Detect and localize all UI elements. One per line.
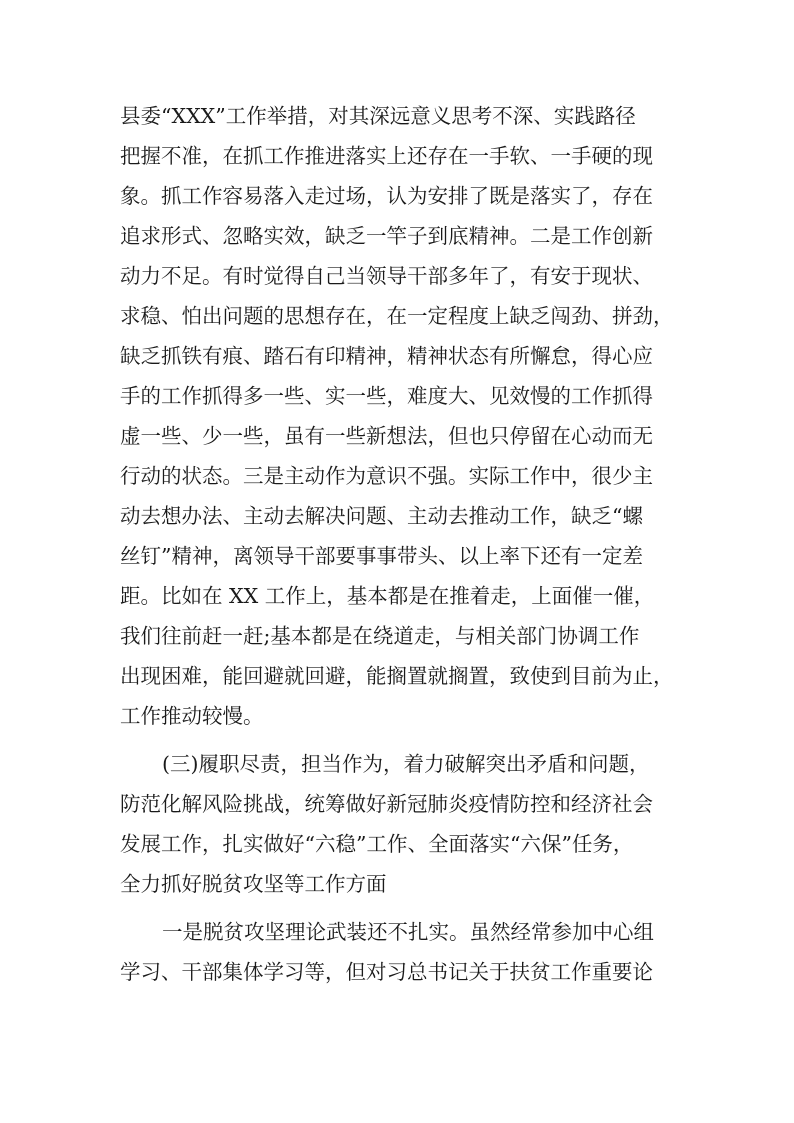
paragraph-spacer [120,736,680,744]
heading-line: 发展工作，扎实做好“六稳”工作、全面落实“六保”任务， [120,832,634,856]
text-line: 丝钉”精神，离领导干部要事事带头、以上率下还有一定差 [120,544,643,568]
text-line: 工作推动较慢。 [120,704,264,728]
paragraph-spacer [120,904,680,912]
text-line: 我们往前赶一赶;基本都是在绕道走，与相关部门协调工作 [120,624,640,648]
text-line: 学习、干部集体学习等，但对习总书记关于扶贫工作重要论 [120,960,653,984]
text-line: 把握不准，在抓工作推进落实上还存在一手软、一手硬的现 [120,144,653,168]
paragraph-continued-self-review [120,96,680,736]
text-line: 行动的状态。三是主动作为意识不强。实际工作中，很少主 [120,464,653,488]
heading-line: 全力抓好脱贫攻坚等工作方面 [120,872,387,896]
text-line: 虚一些、少一些，虽有一些新想法，但也只停留在心动而无 [120,424,653,448]
text-line: 手的工作抓得多一些、实一些，难度大、见效慢的工作抓得 [120,384,653,408]
heading-line: 防范化解风险挑战，统筹做好新冠肺炎疫情防控和经济社会 [120,792,653,816]
text-line: 动去想办法、主动去解决问题、主动去推动工作，缺乏“螺 [120,504,643,528]
text-line: 象。抓工作容易落入走过场，认为安排了既是落实了，存在 [120,184,653,208]
text-line: 出现困难，能回避就回避，能搁置就搁置，致使到目前为止， [120,664,674,688]
text-line: 求稳、怕出问题的思想存在，在一定程度上缺乏闯劲、拼劲， [120,304,674,328]
heading-line: (三)履职尽责，担当作为，着力破解突出矛盾和问题， [162,752,650,776]
text-line: 动力不足。有时觉得自己当领导干部多年了，有安于现状、 [120,264,653,288]
text-line: 一是脱贫攻坚理论武装还不扎实。虽然经常参加中心组 [162,920,654,944]
text-line: 距。比如在 XX 工作上，基本都是在推着走，上面催一催， [120,584,655,608]
text-line: 追求形式、忽略实效，缺乏一竿子到底精神。二是工作创新 [120,224,653,248]
text-line: 缺乏抓铁有痕、踏石有印精神，精神状态有所懈怠，得心应 [120,344,653,368]
paragraph-poverty-alleviation [120,912,680,992]
section-heading-three [120,744,680,904]
text-line: 县委“XXX”工作举措，对其深远意义思考不深、实践路径 [120,104,636,128]
document-body [120,96,680,992]
